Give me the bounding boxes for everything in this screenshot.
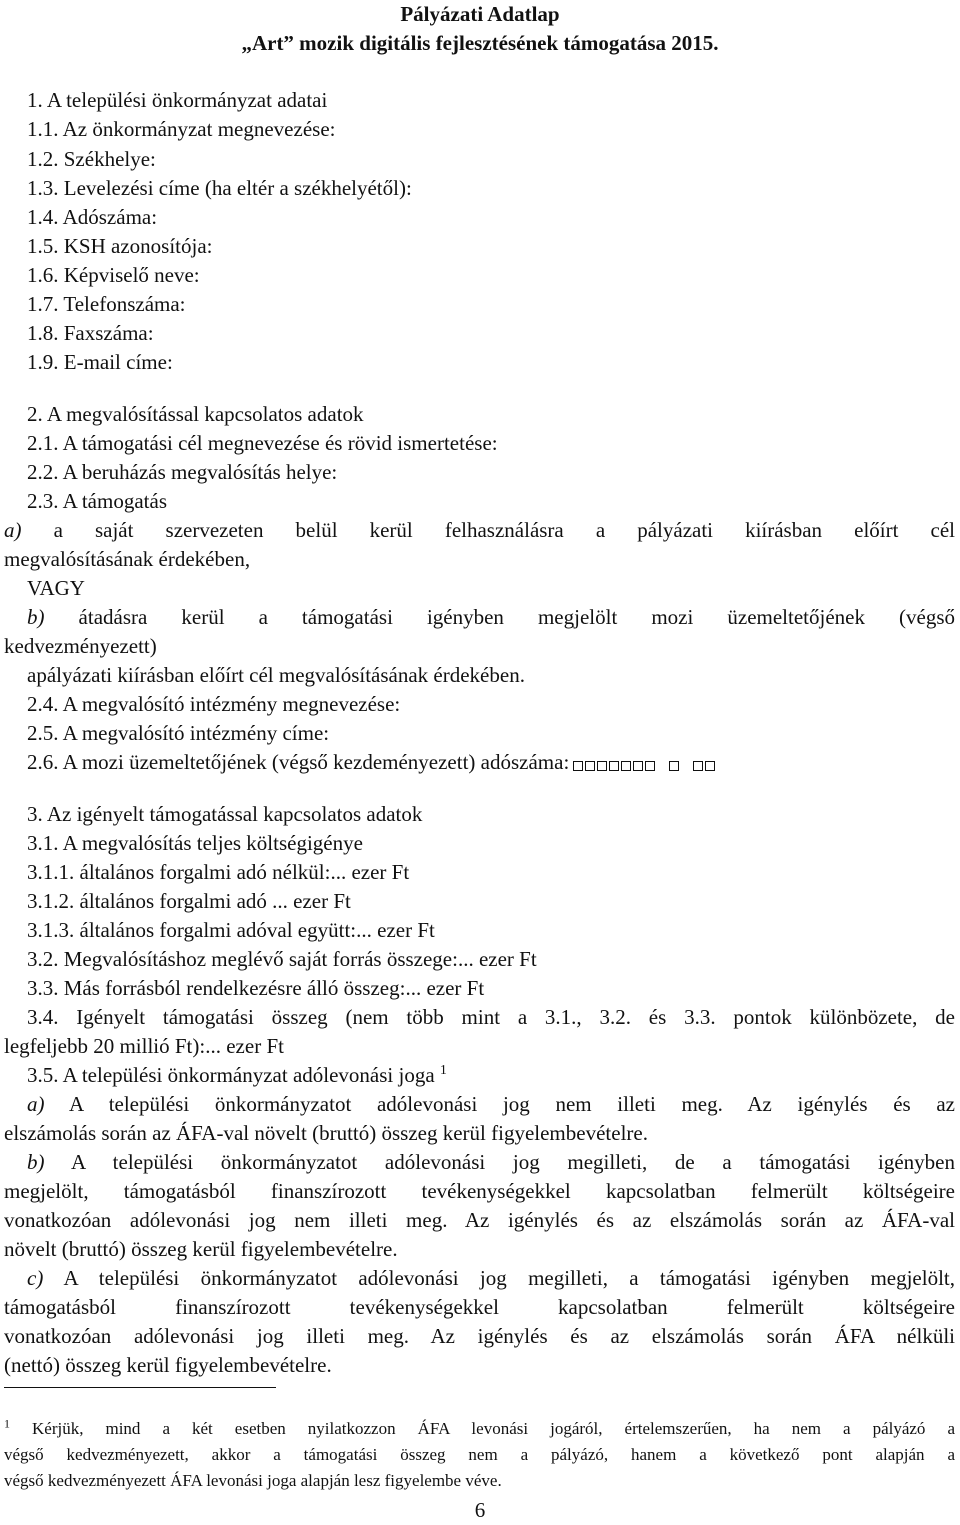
field-3-4-cont: [4, 1032, 284, 1061]
dot-leader: ...: [330, 860, 347, 884]
field-1-7: 1.7. Telefonszáma:: [27, 292, 186, 316]
field-3-3: [27, 974, 484, 1003]
option-b-text: A települési önkormányzatot adólevonási jog megilleti, de a támogatási igényben: [71, 1150, 955, 1174]
field-1-9: 1.9. E-mail címe:: [27, 350, 173, 374]
dot-leader: ...: [356, 918, 372, 942]
document-title: Pályázati Adatlap: [400, 2, 560, 26]
option-3-5-c-cont2: vonatkozóan adólevonási jog illeti meg. Az igénylés és az elszámolás során ÁFA nélküli: [4, 1324, 955, 1348]
option-b-label: b): [27, 1150, 45, 1174]
unit-label: ezer Ft: [293, 889, 351, 913]
field-2-2: 2.2. A beruházás megvalósítás helye:: [27, 460, 338, 484]
dot-leader: ...: [405, 976, 422, 1000]
field-3-2: [27, 945, 537, 974]
tax-number-boxes: [573, 750, 717, 779]
field-1-1: 1.1. Az önkormányzat megnevezése:: [27, 117, 336, 141]
option-a-label: a): [27, 1092, 45, 1116]
footnote-line-2: végső kedvezményezett, akkor a támogatási összeg nem a pályázó, hanem a következő pont alapján a: [4, 1445, 955, 1464]
field-2-4: 2.4. A megvalósító intézmény megnevezése:: [27, 692, 401, 716]
option-3-5-c: [27, 1264, 955, 1293]
footnote-line-1: [4, 1417, 955, 1441]
footnote-number: 1: [4, 1416, 10, 1431]
option-2-3-b-cont: kedvezményezett): [4, 634, 157, 658]
option-3-5-c-cont3: (nettó) összeg kerül figyelembevételre.: [4, 1353, 332, 1377]
field-2-6-label: 2.6. A mozi üzemeltetőjének (végső kezdeményezett) adószáma:: [27, 750, 570, 774]
option-c-label: c): [27, 1266, 44, 1290]
option-a-text: A települési önkormányzatot adólevonási jog nem illeti meg. Az igénylés és az: [69, 1092, 955, 1116]
field-3-1-1-label: 3.1.1. általános forgalmi adó nélkül:: [27, 860, 331, 884]
option-3-5-a-cont: elszámolás során az ÁFA-val növelt (bruttó) összeg kerül figyelembevételre.: [4, 1121, 648, 1145]
field-3-4-label: legfeljebb 20 millió Ft):: [4, 1034, 206, 1058]
unit-label: ezer Ft: [426, 976, 485, 1000]
field-3-1-3: [27, 916, 435, 945]
field-2-1: 2.1. A támogatási cél megnevezése és rövid ismertetése:: [27, 431, 498, 455]
option-b-label: b): [27, 605, 45, 629]
option-3-5-b-cont: megjelölt, támogatásból finanszírozott tevékenységekkel kapcsolatban felmerült költségeire: [4, 1179, 955, 1203]
unit-label: ezer Ft: [478, 947, 537, 971]
option-a-text: a saját szervezeten belül kerül felhasználásra a pályázati kiírásban előírt cél: [53, 518, 955, 542]
field-1-2: 1.2. Székhelye:: [27, 147, 156, 171]
field-3-5: [27, 1061, 447, 1090]
option-3-5-b: [27, 1148, 955, 1177]
footnote-line-3: végső kedvezményezett ÁFA levonási joga alapján lesz figyelembe véve.: [4, 1471, 502, 1490]
option-2-3-b-cont2: apályázati kiírásban előírt cél megvalósításának érdekében.: [27, 663, 525, 687]
or-separator: VAGY: [27, 576, 85, 600]
document-subtitle: „Art” mozik digitális fejlesztésének támogatása 2015.: [241, 31, 719, 55]
option-b-text: átadásra kerül a támogatási igényben megjelölt mozi üzemeltetőjének (végső: [78, 605, 955, 629]
option-2-3-a-cont: megvalósításának érdekében,: [4, 547, 251, 571]
option-2-3-a: [4, 516, 955, 545]
field-2-6: [27, 748, 717, 779]
unit-label: ezer Ft: [377, 918, 435, 942]
field-1-8: 1.8. Faxszáma:: [27, 321, 154, 345]
option-3-5-a: [27, 1090, 955, 1119]
option-c-text: A települési önkormányzatot adólevonási jog megilleti, a támogatási igényben megjelölt,: [63, 1266, 956, 1290]
option-2-3-b: [27, 603, 955, 632]
field-3-5-label: 3.5. A települési önkormányzat adólevonási joga: [27, 1063, 435, 1087]
dot-leader: ...: [457, 947, 474, 971]
section-1-heading: 1. A települési önkormányzat adatai: [27, 88, 328, 112]
section-3-heading: 3. Az igényelt támogatással kapcsolatos adatok: [27, 802, 423, 826]
field-1-6: 1.6. Képviselő neve:: [27, 263, 200, 287]
footnote-ref: 1: [439, 1063, 447, 1078]
footnote-divider: [4, 1387, 276, 1388]
field-3-1-2: [27, 887, 351, 916]
option-3-5-b-cont2: vonatkozóan adólevonási jog nem illeti meg. Az igénylés és az elszámolás során az ÁFA-val: [4, 1208, 955, 1232]
unit-label: ezer Ft: [351, 860, 410, 884]
field-3-1-2-label: 3.1.2. általános forgalmi adó: [27, 889, 267, 913]
footnote-text: Kérjük, mind a két esetben nyilatkozzon ÁFA levonási jogáról, értelemszerűen, ha nem a pályázó a: [32, 1419, 955, 1438]
field-1-3: 1.3. Levelezési címe (ha eltér a székhelyétől):: [27, 176, 412, 200]
field-2-3: 2.3. A támogatás: [27, 489, 167, 513]
page-number: 6: [474, 1498, 486, 1522]
unit-label: ezer Ft: [226, 1034, 284, 1058]
dot-leader: ...: [205, 1034, 221, 1058]
field-3-4: 3.4. Igényelt támogatási összeg (nem több mint a 3.1., 3.2. és 3.3. pontok különbözete, de: [27, 1005, 955, 1029]
field-1-5: 1.5. KSH azonosítója:: [27, 234, 213, 258]
option-3-5-c-cont: támogatásból finanszírozott tevékenységekkel kapcsolatban felmerült költségeire: [4, 1295, 955, 1319]
option-3-5-b-cont3: növelt (bruttó) összeg kerül figyelembevételre.: [4, 1237, 398, 1261]
section-2-heading: 2. A megvalósítással kapcsolatos adatok: [27, 402, 364, 426]
field-3-1-1: [27, 858, 409, 887]
field-3-3-label: 3.3. Más forrásból rendelkezésre álló összeg:: [27, 976, 406, 1000]
field-3-2-label: 3.2. Megvalósításhoz meglévő saját forrás összege:: [27, 947, 458, 971]
field-1-4: 1.4. Adószáma:: [27, 205, 158, 229]
option-a-label: a): [4, 518, 22, 542]
dot-leader: ...: [272, 889, 288, 913]
field-3-1-3-label: 3.1.3. általános forgalmi adóval együtt:: [27, 918, 357, 942]
field-2-5: 2.5. A megvalósító intézmény címe:: [27, 721, 330, 745]
field-3-1: 3.1. A megvalósítás teljes költségigénye: [27, 831, 363, 855]
